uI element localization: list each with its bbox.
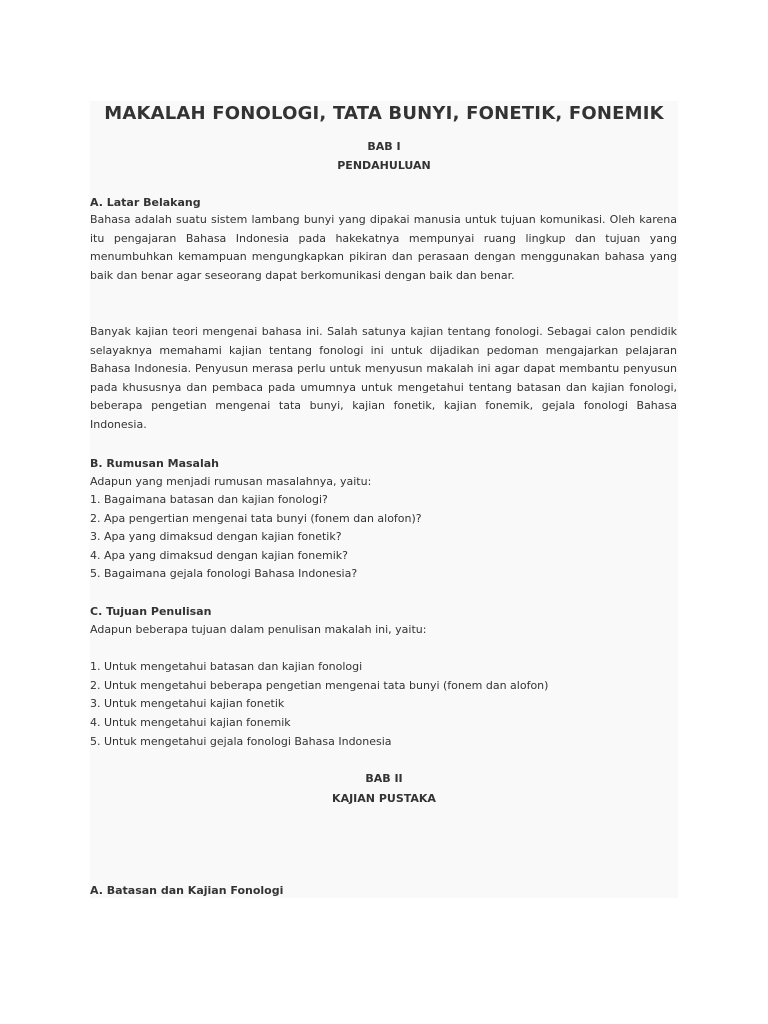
section-a-paragraph-1: Bahasa adalah suatu sistem lambang bunyi yang dipakai manusia untuk tujuan komunikasi. Oleh karena itu pengajaran Bahasa Indonesia pada hakekatnya mempunyai ruang lingkup dan tujuan yang menumbuhkan kemampuan mengungkapkan pikiran dan perasaan dengan menggunakan bahasa yang baik dan benar agar seseorang dapat berkomunikasi dengan baik dan benar. bbox=[90, 213, 677, 282]
bab-1-name: PENDAHULUAN bbox=[337, 159, 431, 172]
section-b-heading: B. Rumusan Masalah bbox=[90, 457, 219, 470]
section-c-item-1: 1. Untuk mengetahui batasan dan kajian fonologi bbox=[90, 660, 363, 673]
section-b-item-2: 2. Apa pengertian mengenai tata bunyi (fonem dan alofon)? bbox=[90, 512, 422, 525]
section-b-intro: Adapun yang menjadi rumusan masalahnya, yaitu: bbox=[90, 475, 372, 488]
section-c-intro: Adapun beberapa tujuan dalam penulisan makalah ini, yaitu: bbox=[90, 623, 427, 636]
bab-2-name: KAJIAN PUSTAKA bbox=[332, 792, 436, 805]
section-b-item-1: 1. Bagaimana batasan dan kajian fonologi? bbox=[90, 493, 328, 506]
bab-1-number: BAB I bbox=[367, 140, 401, 153]
section-a-paragraph-2: Banyak kajian teori mengenai bahasa ini. Salah satunya kajian tentang fonologi. Sebagai calon pendidik selayaknya memahami kajian tentang fonologi ini untuk dijadikan pedoman mengajarkan pelajaran Bahasa Indonesia. Penyusun merasa perlu untuk menyusun makalah ini agar dapat membantu penyusun pada khususnya dan pembaca pada umumnya untuk mengetahui tentang batasan dan kajian fonologi, beberapa pengetian mengenai tata bunyi, kajian fonetik, kajian fonemik, gejala fonologi Bahasa Indonesia. bbox=[90, 325, 677, 431]
section-b-item-4: 4. Apa yang dimaksud dengan kajian fonemik? bbox=[90, 549, 348, 562]
section-c-item-3: 3. Untuk mengetahui kajian fonetik bbox=[90, 697, 285, 710]
section-c-heading: C. Tujuan Penulisan bbox=[90, 605, 212, 618]
section-c-item-4: 4. Untuk mengetahui kajian fonemik bbox=[90, 716, 291, 729]
bab-2-section-a-heading: A. Batasan dan Kajian Fonologi bbox=[90, 884, 284, 897]
section-c-item-2: 2. Untuk mengetahui beberapa pengetian mengenai tata bunyi (fonem dan alofon) bbox=[90, 679, 549, 692]
section-a-heading: A. Latar Belakang bbox=[90, 196, 201, 209]
section-c-item-5: 5. Untuk mengetahui gejala fonologi Bahasa Indonesia bbox=[90, 735, 392, 748]
document-title: MAKALAH FONOLOGI, TATA BUNYI, FONETIK, FONEMIK bbox=[104, 103, 664, 124]
document-page bbox=[90, 101, 678, 898]
bab-2-number: BAB II bbox=[365, 772, 403, 785]
section-b-item-5: 5. Bagaimana gejala fonologi Bahasa Indonesia? bbox=[90, 567, 358, 580]
section-b-item-3: 3. Apa yang dimaksud dengan kajian fonetik? bbox=[90, 530, 342, 543]
